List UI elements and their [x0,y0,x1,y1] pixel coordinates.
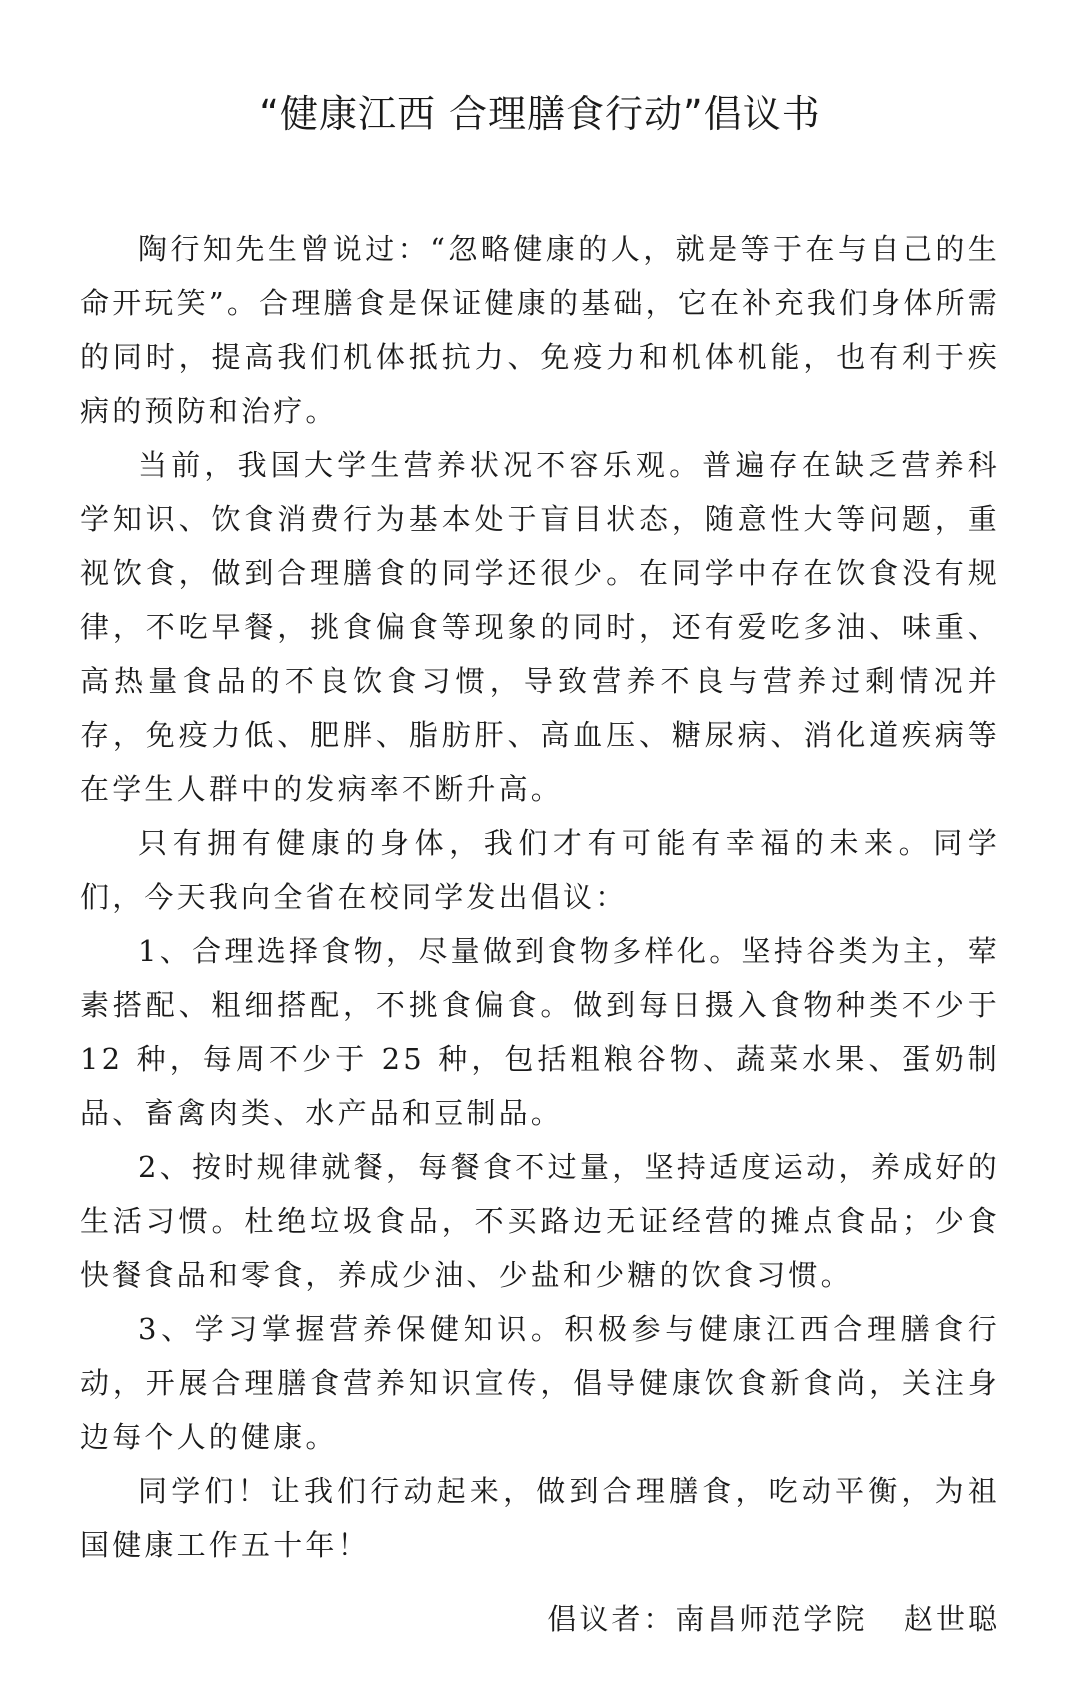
paragraph-current-status: 当前，我国大学生营养状况不容乐观。普遍存在缺乏营养科学知识、饮食消费行为基本处于盲目状态，随意性大等问题，重视饮食，做到合理膳食的同学还很少。在同学中存在饮食没有规律，不吃早餐，挑食偏食等现象的同时，还有爱吃多油、味重、高热量食品的不良饮食习惯，导致营养不良与营养过剩情况并存，免疫力低、肥胖、脂肪肝、高血压、糖尿病、消化道疾病等在学生人群中的发病率不断升高。 [80,448,1000,806]
signature-line: 倡议者：南昌师范学院 赵世聪 [547,1602,1000,1636]
paragraph-item-2: 2、按时规律就餐，每餐食不过量，坚持适度运动，养成好的生活习惯。杜绝垃圾食品，不买路边无证经营的摊点食品；少食快餐食品和零食，养成少油、少盐和少糖的饮食习惯。 [80,1150,1000,1292]
document-title: “健康江西 合理膳食行动”倡议书 [259,92,821,136]
document-body [80,222,1000,1572]
paragraph-intro: 陶行知先生曾说过：“忽略健康的人，就是等于在与自己的生命开玩笑”。合理膳食是保证健康的基础，它在补充我们身体所需的同时，提高我们机体抵抗力、免疫力和机体机能，也有利于疾病的预防和治疗。 [80,232,1000,428]
paragraph-closing: 同学们！让我们行动起来，做到合理膳食，吃动平衡，为祖国健康工作五十年！ [80,1474,1000,1562]
paragraph-item-3: 3、学习掌握营养保健知识。积极参与健康江西合理膳食行动，开展合理膳食营养知识宣传，倡导健康饮食新食尚，关注身边每个人的健康。 [80,1312,1000,1454]
paragraph-item-1: 1、合理选择食物，尽量做到食物多样化。坚持谷类为主，荤素搭配、粗细搭配，不挑食偏食。做到每日摄入食物种类不少于 12 种，每周不少于 25 种，包括粗粮谷物、蔬菜水果、蛋奶制品、畜禽肉类、水产品和豆制品。 [80,934,1000,1130]
paragraph-call-to-students: 只有拥有健康的身体，我们才有可能有幸福的未来。同学们，今天我向全省在校同学发出倡议： [80,826,1000,914]
